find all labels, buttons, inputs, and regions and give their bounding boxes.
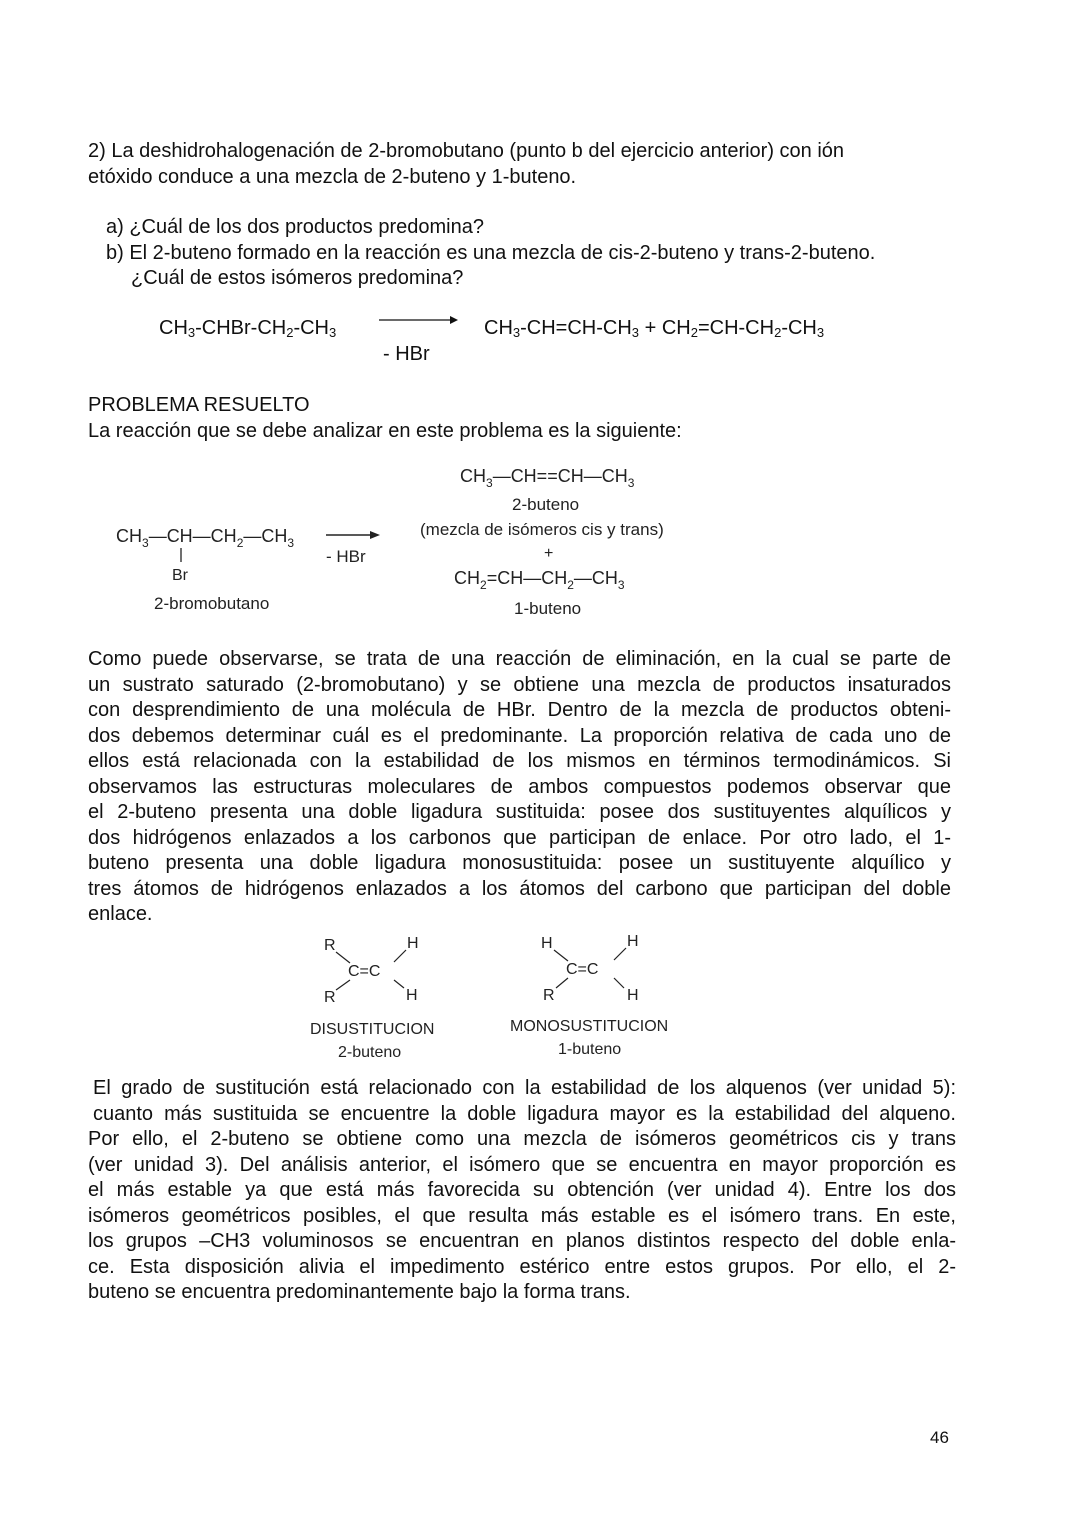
paragraph-2 [88,1076,956,1306]
product1-formula: $CH_3—CH==CH—CH_3$ [460,466,635,490]
reactant-name: 2-bromobutano [154,594,270,613]
scheme-condition: - HBr [326,547,366,566]
svg-text:H: H [627,933,639,950]
substitution-figure [300,928,700,1063]
monosubstitution-name: 1-buteno [558,1041,622,1058]
paragraph-line: un sustrato saturado (2-bromobutano) y se obtiene una mezcla de productos insaturados [88,673,951,696]
solved-section [88,393,968,444]
question-a: a) ¿Cuál de los dos productos predomina? [106,216,484,238]
product1-name: 2-buteno [512,495,580,514]
product1-note: (mezcla de isómeros cis y trans) [420,520,664,539]
paragraph-line: observamos las estructuras moleculares de ambos compuestos podemos observar que [88,775,951,798]
paragraph-line: los grupos –CH3 voluminosos se encuentran en planos distintos respecto del doble enla- [88,1230,956,1252]
equation-condition: - HBr [383,343,430,365]
svg-text:H: H [627,987,639,1004]
paragraph-line: dos debemos determinar cuál es el predominante. La proporción relativa de cada uno de [88,724,951,747]
question-b-line2: ¿Cuál de estos isómeros predomina? [131,267,464,289]
disubstitution-label: DISUSTITUCION [310,1021,435,1038]
paragraph-line: el más estable ya que está más favorecida su obtención (ver unidad 4). Entre los dos [88,1179,956,1201]
paragraph-line: ellos está relacionada con la estabilidad de los mismos en términos termodinámicos. Si [88,750,951,772]
disubstitution-name: 2-buteno [338,1044,402,1061]
paragraph-line: tres átomos de hidrógenos enlazados a los átomos del carbono que participan del doble [88,877,951,900]
scheme-plus: + [544,545,554,562]
question-b-line1: b) El 2-buteno formado en la reacción es una mezcla de cis-2-buteno y trans-2-buteno. [106,241,876,264]
paragraph-line: el 2-buteno presenta una doble ligadura sustituida: posee dos sustituyentes alquílicos y [88,801,951,823]
svg-text:R: R [324,937,336,954]
paragraph-line: buteno se encuentra predominantemente bajo la forma trans. [88,1281,631,1303]
paragraph-line: isómeros geométricos posibles, el que resulta más estable es el isómero trans. En este, [88,1204,956,1227]
equation-products: $CH_3-CH=CH-CH_3 + CH_2=CH-CH_2-CH_3$ [484,317,825,340]
svg-text:H: H [407,935,419,952]
paragraph-line: buteno presenta una doble ligadura monosustituida: posee un sustituyente alquílico y [88,852,951,874]
problem-intro [88,139,968,190]
paragraph-line: dos hidrógenos enlazados a los carbonos que participan de enlace. Por otro lado, el 1- [88,826,951,849]
paragraph-line: enlace. [88,903,153,925]
svg-text:R: R [543,987,555,1004]
reactant-br: Br [172,567,188,584]
equation-reactant: $CH_3-CHBr-CH_2-CH_3$ [159,317,337,340]
paragraph-line: El grado de sustitución está relacionado con la estabilidad de los alquenos (ver unidad 5): [93,1077,956,1099]
svg-text:H: H [541,935,553,952]
paragraph-line: Como puede observarse, se trata de una reacción de eliminación, en la cual se parte de [88,648,951,670]
page-number: 46 [930,1428,949,1447]
product2-formula: $CH_2=CH—CH_2—CH_3$ [454,568,625,592]
reaction-scheme [108,452,728,632]
product2-name: 1-buteno [514,599,582,618]
equation-arrow [378,312,460,328]
reactant-formula: $CH_3—CH—CH_2—CH_3$ [116,526,295,550]
question-list [106,215,986,292]
monosubstitution-label: MONOSUSTITUCION [510,1018,669,1035]
solved-lead: La reacción que se debe analizar en este problema es la siguiente: [88,419,682,442]
svg-text:C=C: C=C [348,963,381,980]
monosubstituted-structure [510,933,668,1058]
paragraph-line: Por ello, el 2-buteno se obtiene como una mezcla de isómeros geométricos cis y trans [88,1128,956,1150]
svg-text:H: H [406,987,418,1004]
problem-intro-line1: 2) La deshidrohalogenación de 2-bromobutano (punto b del ejercicio anterior) con ión [88,140,845,162]
paragraph-line: con desprendimiento de una molécula de HBr. Dentro de la mezcla de productos obteni- [88,699,951,721]
paragraph-line: cuanto más sustituida se encuentre la doble ligadura mayor es la estabilidad del alqueno. [93,1102,956,1125]
solved-heading: PROBLEMA RESUELTO [88,394,310,416]
svg-text:R: R [324,989,336,1006]
problem-intro-line2: etóxido conduce a una mezcla de 2-buteno y 1-buteno. [88,165,577,188]
disubstituted-structure [310,935,434,1061]
paragraph-1 [88,647,951,928]
paragraph-line: (ver unidad 3). Del análisis anterior, el isómero que se encuentra en mayor proporción es [88,1153,956,1176]
svg-text:C=C: C=C [566,961,599,978]
paragraph-line: ce. Esta disposición alivia el impedimento estérico entre estos grupos. Por ello, el 2- [88,1255,956,1278]
